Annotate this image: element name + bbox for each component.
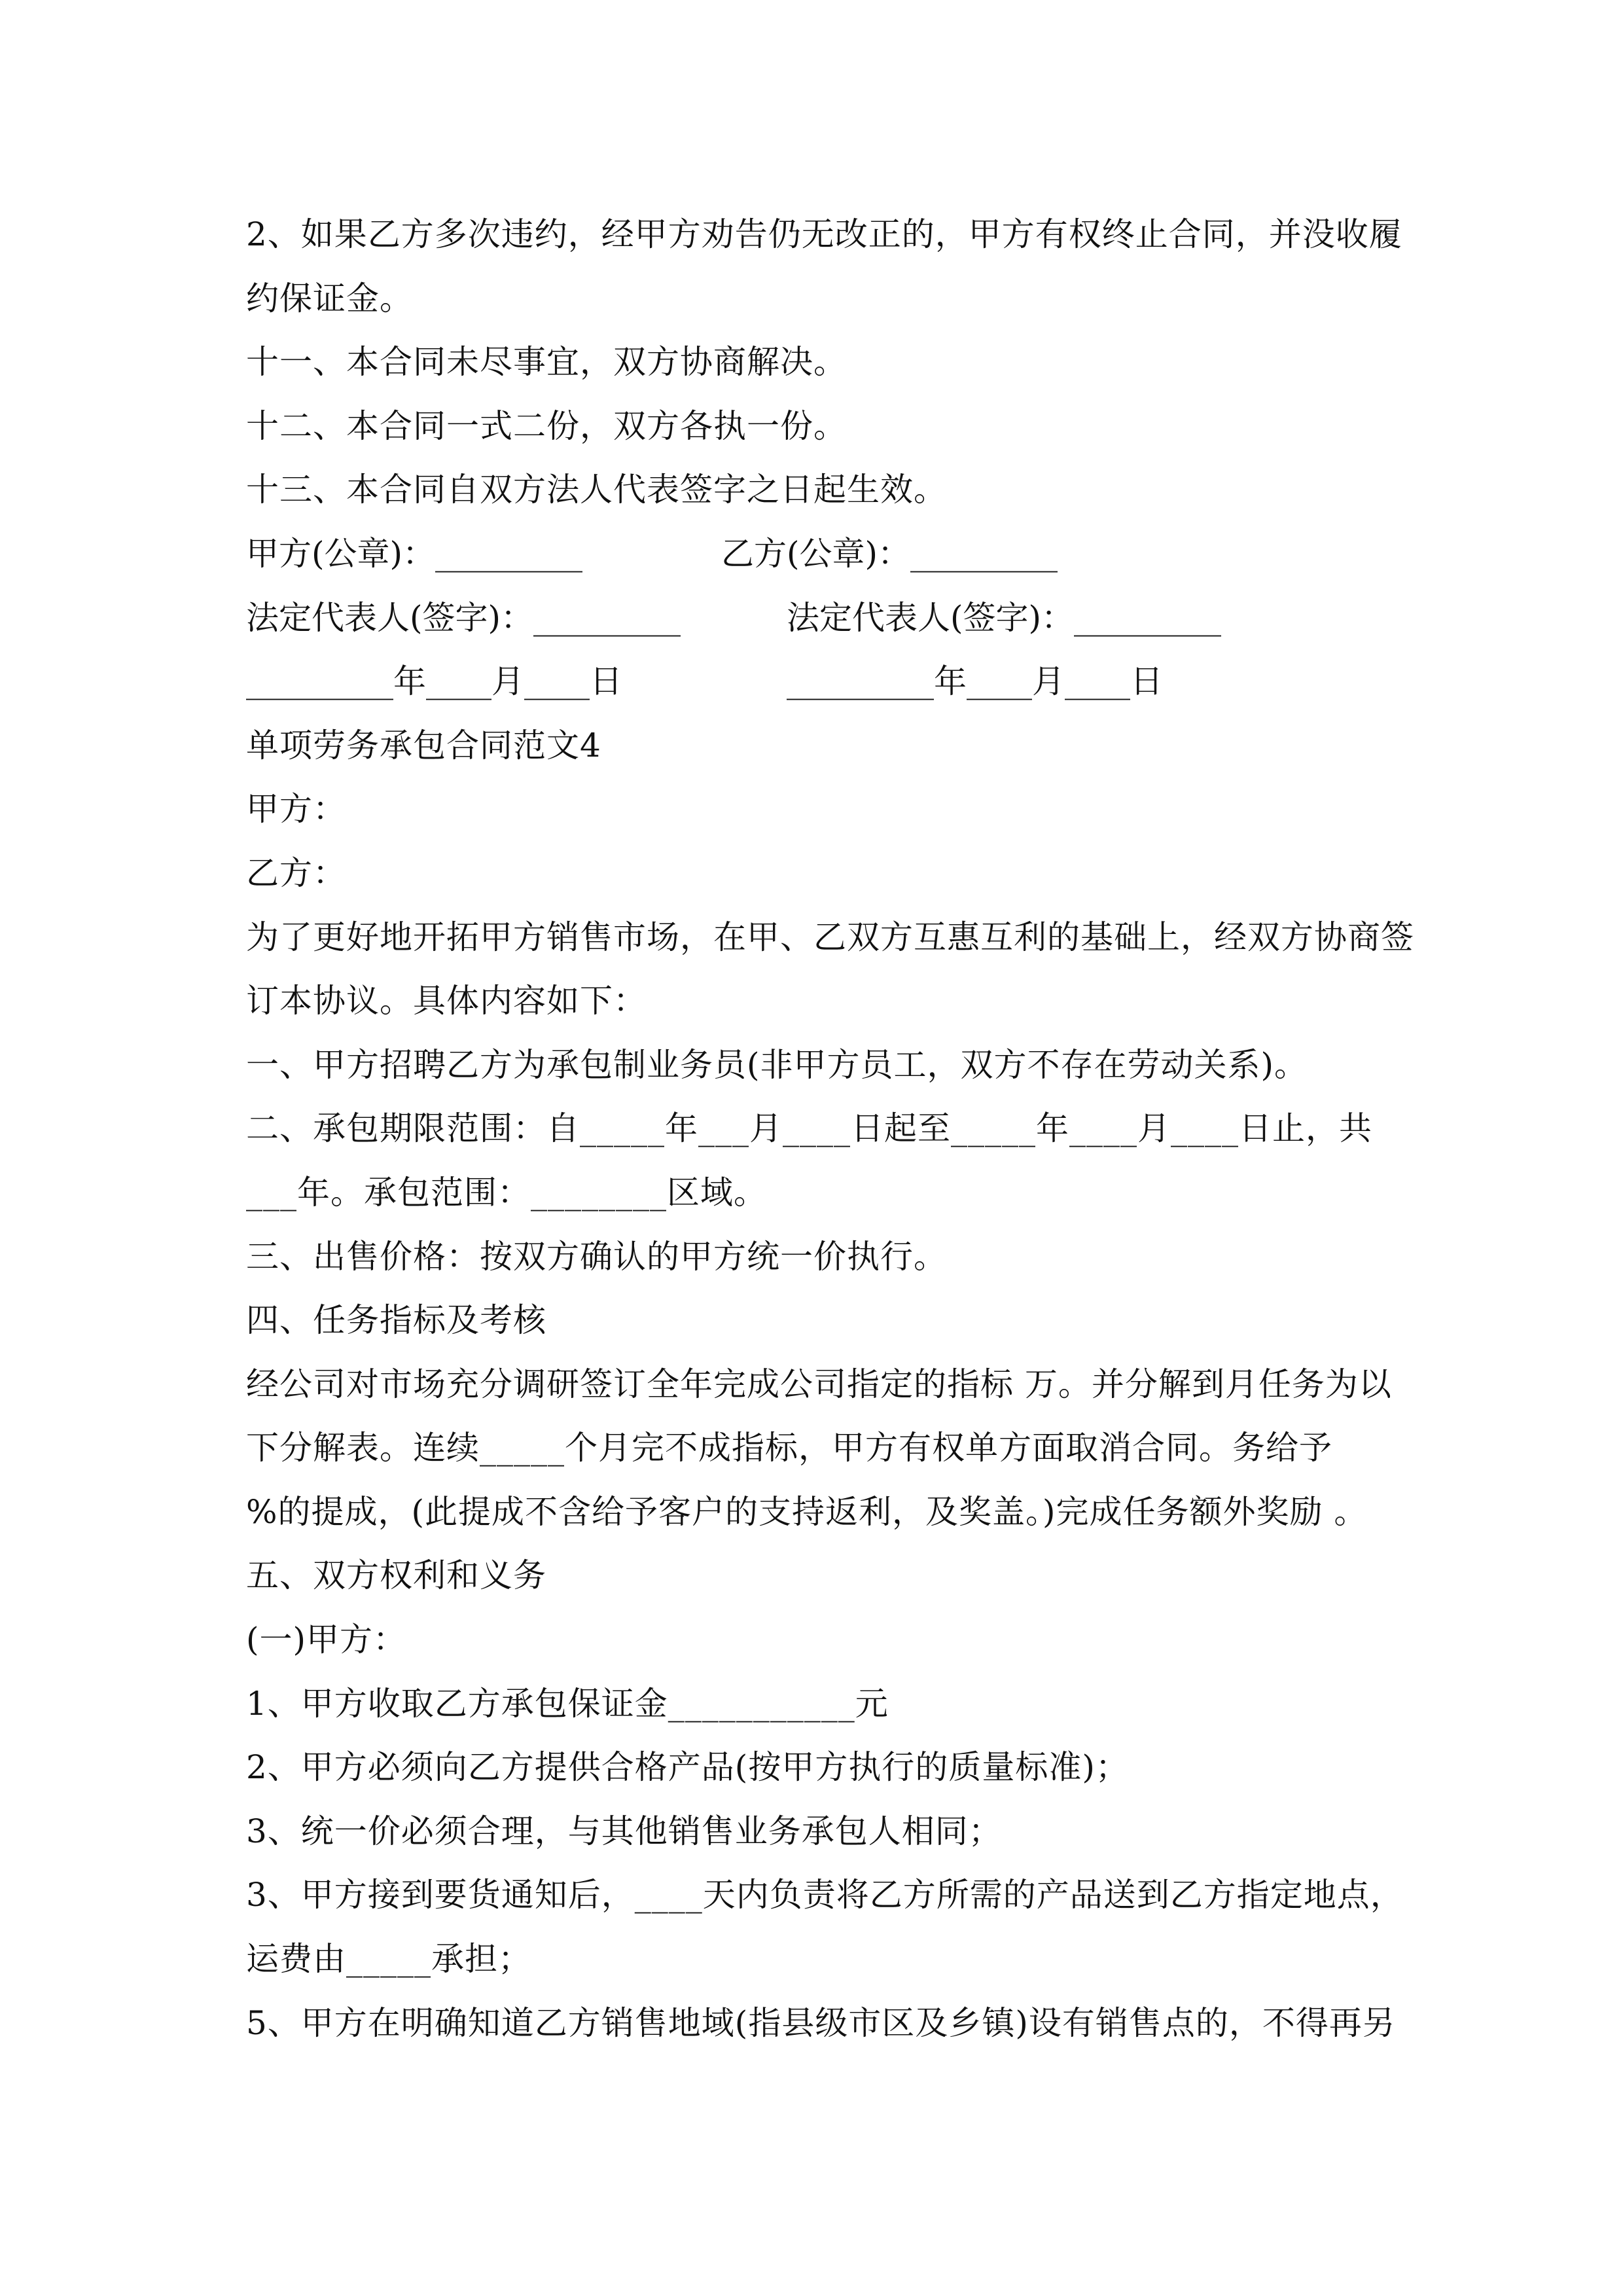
text-line: 二、承包期限范围：自_____年___月____日起至_____年____月____日止，共	[246, 1109, 1372, 1148]
text-line: 五、双方权利和义务	[246, 1556, 546, 1595]
section-title: 单项劳务承包合同范文4	[246, 726, 601, 764]
text-line: 1、甲方收取乙方承包保证金___________元	[246, 1684, 889, 1723]
text-line: 为了更好地开拓甲方销售市场，在甲、乙双方互惠互利的基础上，经双方协商签	[246, 918, 1414, 956]
party-b-date: _________年____月____日	[787, 662, 1163, 701]
text-line: 经公司对市场充分调研签订全年完成公司指定的指标 万。并分解到月任务为以	[246, 1365, 1392, 1403]
text-line: (一)甲方：	[246, 1621, 407, 1659]
text-line: %的提成，(此提成不含给予客户的支持返利，及奖盖。)完成任务额外奖励 。	[246, 1492, 1368, 1531]
text-line: 运费由_____承担；	[246, 1940, 531, 1979]
party-a-seal: 甲方(公章)：_________	[246, 534, 583, 573]
party-a-representative: 法定代表人(签字)：_________	[246, 598, 681, 637]
text-line: 三、出售价格：按双方确认的甲方统一价执行。	[246, 1237, 947, 1276]
text-line: 5、甲方在明确知道乙方销售地域(指县级市区及乡镇)设有销售点的，不得再另	[246, 2003, 1396, 2042]
representative-row	[246, 586, 1385, 651]
party-b-representative: 法定代表人(签字)：_________	[787, 598, 1222, 637]
text-line: 甲方：	[246, 790, 346, 829]
text-line: ___年。承包范围：________区域。	[246, 1173, 767, 1211]
text-line: 3、甲方接到要货通知后，____天内负责将乙方所需的产品送到乙方指定地点，	[246, 1876, 1404, 1914]
text-line: 十三、本合同自双方法人代表签字之日起生效。	[246, 471, 947, 509]
text-line: 约保证金。	[246, 279, 413, 317]
text-line: 乙方：	[246, 853, 346, 892]
seal-row	[246, 522, 1385, 586]
text-line: 2、如果乙方多次违约，经甲方劝告仍无改正的，甲方有权终止合同，并没收履	[246, 215, 1402, 253]
text-line: 3、统一价必须合理，与其他销售业务承包人相同；	[246, 1812, 1002, 1850]
text-line: 订本协议。具体内容如下：	[246, 982, 647, 1020]
party-b-seal: 乙方(公章)：_________	[721, 534, 1058, 573]
text-line: 十二、本合同一式二份，双方各执一份。	[246, 406, 847, 445]
text-line: 下分解表。连续_____个月完不成指标，甲方有权单方面取消合同。务给予	[246, 1429, 1332, 1467]
text-line: 2、甲方必须向乙方提供合格产品(按甲方执行的质量标准)；	[246, 1748, 1129, 1787]
text-line: 四、任务指标及考核	[246, 1301, 546, 1340]
text-line: 十一、本合同未尽事宜，双方协商解决。	[246, 343, 847, 382]
date-row	[246, 650, 1385, 714]
document-body	[246, 203, 1414, 2055]
party-a-date: _________年____月____日	[246, 662, 622, 701]
text-line: 一、甲方招聘乙方为承包制业务员(非甲方员工，双方不存在劳动关系)。	[246, 1045, 1308, 1084]
